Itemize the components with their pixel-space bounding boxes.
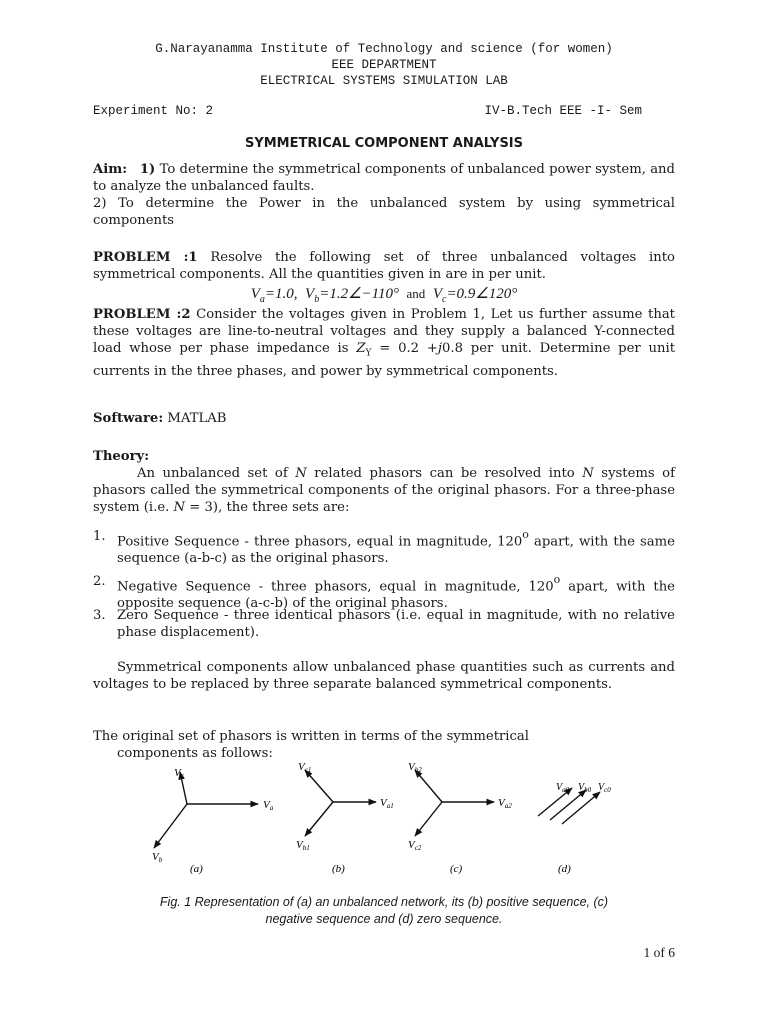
zy-symbol: Z	[356, 341, 366, 356]
software-value: MATLAB	[167, 411, 227, 426]
diagram-c	[415, 770, 494, 836]
lab-name: ELECTRICAL SYSTEMS SIMULATION LAB	[260, 74, 508, 88]
sequence-item-1	[93, 528, 675, 567]
tag-d: (d)	[558, 863, 571, 875]
figure-caption-line2: negative sequence and (d) zero sequence.	[265, 912, 503, 926]
label-a-va: Va	[263, 799, 274, 812]
label-d-va0: $V_{a0}$	[556, 782, 570, 794]
diagram-a	[154, 772, 258, 848]
tag-a: (a)	[190, 863, 203, 875]
label-d-vb0: $V_{b0}$	[578, 782, 592, 794]
experiment-number: Experiment No: 2	[93, 104, 214, 118]
label-c-va2: Va2	[498, 797, 512, 810]
problem1-label: PROBLEM :1	[93, 250, 198, 265]
label-a-vb: Vb	[152, 851, 163, 864]
theory-paragraph3-cont: components as follows:	[117, 746, 273, 761]
eq-vb-value: =1.2∠−110°	[319, 286, 400, 302]
theory-paragraph1: An unbalanced set of N related phasors can be resolved into N systems of phasors called the symmetrical components of the original phasors. For a three-phase system (i.e. N = 3), the three sets are:	[93, 466, 675, 515]
aim-section	[93, 161, 675, 195]
aim-item1-number: 1)	[139, 162, 156, 177]
eq-vc-value: =0.9∠120°	[446, 286, 518, 302]
list-item: 2. Negative Sequence - three phasors, equal in magnitude, 120$^o$ apart, with the opposite sequence (a-c-b) of the original phasors.	[93, 573, 675, 612]
problem1-equation: $V_a=1.0$, $V_b=1.2\angle-110^\circ$ and $V_c=0.9\angle 120^\circ$	[250, 286, 518, 305]
j-symbol: j	[437, 341, 442, 356]
label-d-vc0: $V_{c0}$	[598, 782, 611, 794]
label-b-vc1: Vc1	[298, 761, 312, 774]
problem2-text-c: 0.8 per unit. Determine per unit currents in the three phases, and power by symmetrical components.	[93, 341, 675, 379]
eq-va-value: =1.0,	[264, 286, 298, 302]
list-item: 3. Zero Sequence - three identical phasors (i.e. equal in magnitude, with no relative phase displacement).	[93, 608, 675, 640]
software-section	[93, 410, 675, 427]
aim-item1-text: To determine the symmetrical components of unbalanced power system, and to analyze the unbalanced faults.	[93, 162, 675, 194]
problem2-section	[93, 306, 675, 380]
aim-label: Aim:	[93, 162, 128, 177]
institute-name: G.Narayanamma Institute of Technology and science (for women)	[155, 42, 613, 56]
label-b-va1: Va1	[380, 797, 394, 810]
aim-item2-text: 2) To determine the Power in the unbalanced system by using symmetrical components	[93, 196, 675, 228]
theory-heading: Theory:	[93, 449, 150, 464]
theory-paragraph2: Symmetrical components allow unbalanced phase quantities such as currents and voltages to be replaced by three separate balanced symmetrical components.	[93, 660, 675, 692]
tag-c: (c)	[450, 863, 463, 875]
diagram-b	[305, 770, 376, 836]
list-item: 1. Positive Sequence - three phasors, equal in magnitude, 120$^o$ apart, with the same sequence (a-b-c) as the original phasors.	[93, 528, 675, 567]
theory-paragraph3: The original set of phasors is written in terms of the symmetrical	[93, 729, 529, 744]
label-c-vb2: Vb2	[408, 761, 422, 774]
eq-and: and	[406, 286, 426, 301]
sequence-item-3	[93, 607, 675, 641]
phasor-figure	[130, 758, 650, 880]
problem2-label: PROBLEM :2	[93, 307, 191, 322]
problem1-section	[93, 249, 675, 283]
problem2-text-b: = 0.2 +	[379, 341, 438, 356]
page-number: 1 of 6	[643, 945, 675, 960]
page-title: SYMMETRICAL COMPONENT ANALYSIS	[244, 136, 524, 151]
zy-subscript: Y	[365, 348, 372, 359]
label-b-vb1: Vb1	[296, 839, 310, 852]
software-label: Software:	[93, 411, 164, 426]
figure-caption-line1: Fig. 1 Representation of (a) an unbalanced network, its (b) positive sequence, (c)	[159, 895, 609, 909]
problem2-text-a: Consider the voltages given in Problem 1, Let us further assume that these voltages are line-to-neutral voltages and they supply a balanced Y-connected load whose per phase impedance is	[93, 307, 675, 356]
label-c-vc2: Vc2	[408, 839, 422, 852]
semester-label: IV-B.Tech EEE -I- Sem	[484, 104, 642, 118]
label-a-vc: Vc	[174, 767, 184, 780]
problem1-text: Resolve the following set of three unbalanced voltages into symmetrical components. All the quantities given in are in per unit.	[93, 250, 675, 282]
department-name: EEE DEPARTMENT	[331, 58, 437, 72]
tag-b: (b)	[332, 863, 345, 875]
